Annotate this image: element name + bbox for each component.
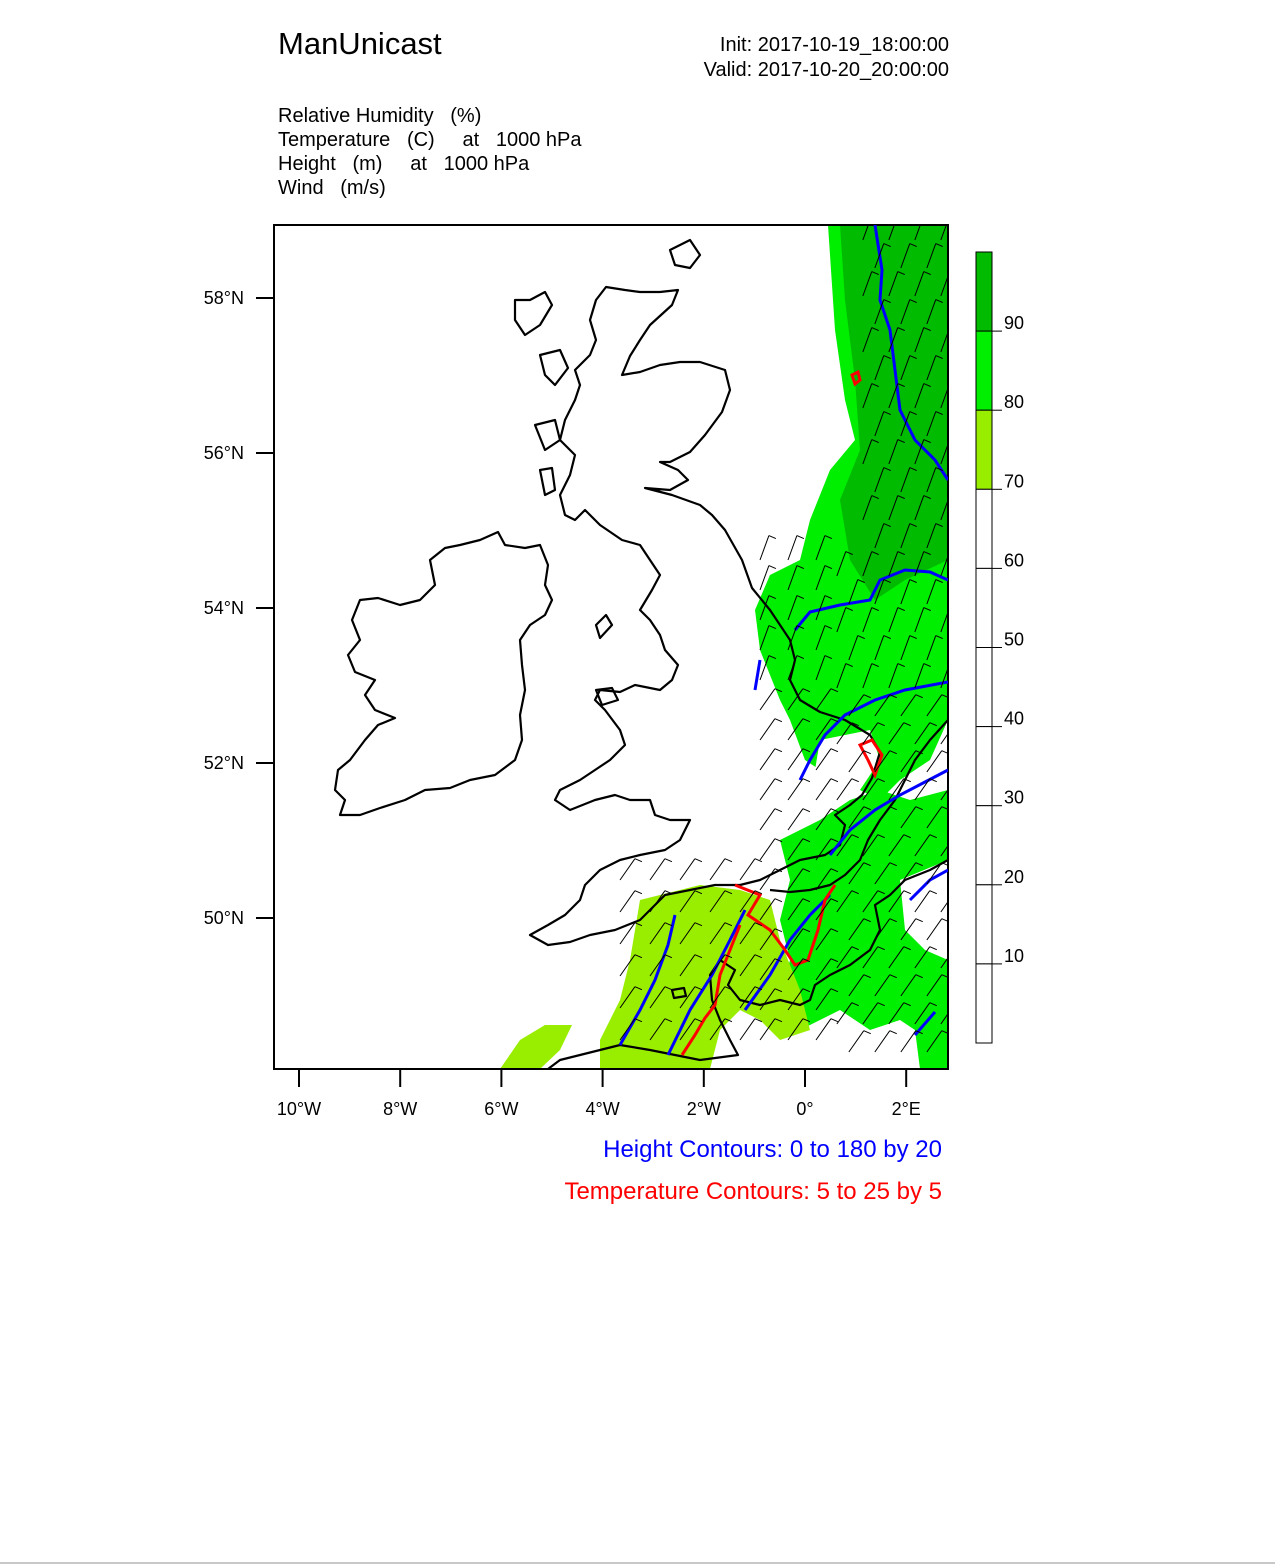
wind-barb-feather [775,809,782,812]
wind-barb [953,975,968,996]
wind-barb-feather [665,859,672,862]
wind-barb-feather [950,216,957,219]
latitude-label: 54°N [203,598,244,618]
coastline-skye [540,350,568,385]
wind-barb [760,779,775,800]
wind-barb-feather [956,835,963,838]
wind-barb-feather [962,636,969,639]
wind-barb [760,839,775,860]
colorbar-label: 90 [1004,313,1025,334]
wind-barb [953,580,962,604]
longitude-label: 2°E [891,1099,921,1119]
longitude-label: 4°W [585,1099,620,1119]
wind-barb-feather [968,807,975,810]
wind-barb [760,689,775,710]
field-height: Height (m) at 1000 hPa [278,153,530,175]
colorbar-box [976,727,992,806]
wind-barb [953,695,968,716]
wind-barb [788,749,803,770]
colorbar-label: 60 [1004,550,1025,571]
wind-barb-feather [950,608,957,611]
wind-barb [710,859,725,880]
temperature-contours-caption: Temperature Contours: 5 to 25 by 5 [564,1178,942,1205]
colorbar-box [976,885,992,964]
latitude-label: 52°N [203,753,244,773]
wind-barb-feather [831,1019,838,1022]
wind-barb-feather [962,356,969,359]
wind-barb [901,1031,916,1052]
field-relative-humidity: Relative Humidity (%) [278,105,482,127]
wind-barb [953,919,968,940]
wind-barb [680,859,695,880]
coastline-islay [540,468,555,495]
wind-barb-feather [950,552,957,555]
wind-barb-feather [968,751,975,754]
wind-barb [816,779,831,800]
wind-barb [620,891,635,912]
colorbar-label: 20 [1004,866,1025,887]
latitude-label: 56°N [203,443,244,463]
wind-barb [740,1019,755,1040]
wind-barb-feather [956,891,963,894]
longitude-label: 10°W [276,1099,322,1119]
colorbar-label: 10 [1004,945,1025,966]
wind-barb [816,1019,831,1040]
wind-barb-feather [635,891,642,894]
wind-barb-feather [950,496,957,499]
wind-barb-feather [968,975,975,978]
colorbar-box [976,806,992,885]
wind-barb-feather [769,536,776,539]
wind-barb [953,807,968,828]
wind-barb [849,1031,864,1052]
wind-barb [953,412,962,436]
wind-barb [953,636,962,660]
wind-barb-feather [950,328,957,331]
colorbar-box [976,648,992,727]
coastline-hebrides [515,292,552,335]
coastline-ireland [335,532,552,815]
wind-barb-feather [898,216,905,219]
wind-barb [760,719,775,740]
wind-barb [953,863,968,884]
wind-barb-feather [956,1003,963,1006]
wind-barb-feather [962,468,969,471]
colorbar-label: 30 [1004,787,1025,808]
colorbar-label: 80 [1004,392,1025,413]
height-contour-line [755,660,760,690]
wind-barb-feather [950,272,957,275]
field-wind: Wind (m/s) [278,177,386,199]
wind-barb-feather [950,384,957,387]
wind-barb [875,1031,890,1052]
coastline-mull [535,420,560,450]
wind-barb [953,468,962,492]
wind-barb-feather [635,859,642,862]
wind-barb-feather [803,779,810,782]
colorbar-label: 40 [1004,708,1025,729]
wind-barb [650,859,665,880]
wind-barb-feather [890,1031,897,1034]
colorbar-box [976,331,992,410]
latitude-label: 58°N [203,288,244,308]
wind-barb [788,779,803,800]
field-temperature: Temperature (C) at 1000 hPa [278,129,582,151]
wind-barb-feather [962,580,969,583]
wind-barb-feather [968,1031,975,1034]
valid-time: Valid: 2017-10-20_20:00:00 [703,59,949,81]
wind-barb-feather [962,300,969,303]
colorbar-label: 50 [1004,629,1025,650]
wind-barb [620,859,635,880]
coastline-isle-of-man [596,615,612,638]
latitude-label: 50°N [203,908,244,928]
colorbar-box [976,410,992,489]
longitude-label: 6°W [484,1099,519,1119]
wind-barb [740,859,755,880]
wind-barb [953,244,962,268]
wind-barb-feather [956,947,963,950]
init-time: Init: 2017-10-19_18:00:00 [719,34,949,56]
wind-barb-feather [968,919,975,922]
longitude-label: 0° [796,1099,814,1119]
wind-barb-feather [775,719,782,722]
wind-barb-feather [950,440,957,443]
coastline-orkney [670,240,700,268]
colorbar-label: 70 [1004,471,1025,492]
colorbar [976,252,1024,1043]
wind-barb [953,1031,968,1052]
wind-barb-feather [956,723,963,726]
colorbar-box [976,489,992,568]
wind-barb [760,749,775,770]
wind-barb-feather [968,695,975,698]
wind-barb-feather [775,899,782,902]
humidity-area-channel [600,885,810,1069]
height-contours-caption: Height Contours: 0 to 180 by 20 [603,1136,942,1163]
wind-barb-feather [695,859,702,862]
longitude-label: 8°W [383,1099,418,1119]
wind-barb-feather [864,1031,871,1034]
wind-barb-feather [962,524,969,527]
wind-barb [953,524,962,548]
wind-barb-feather [968,863,975,866]
wind-barb [953,356,962,380]
wind-barb-feather [962,244,969,247]
wind-barb [788,809,803,830]
colorbar-box [976,252,992,331]
wind-barb-feather [924,216,931,219]
wind-barb [760,536,769,560]
colorbar-box [976,964,992,1043]
wind-barb-feather [775,749,782,752]
wind-barb [760,809,775,830]
wind-barb-feather [872,216,879,219]
longitude-axis [277,1069,921,1119]
wind-barb-feather [797,536,804,539]
wind-barb-feather [803,809,810,812]
wind-barb-feather [775,779,782,782]
wind-barb-feather [725,859,732,862]
wind-barb [788,536,797,560]
page-divider [0,1562,1275,1564]
wind-barb-feather [950,664,957,667]
wind-barb-feather [956,779,963,782]
humidity-area-west-brittany [500,1025,572,1069]
product-title: ManUnicast [278,26,442,61]
wind-barb-feather [962,412,969,415]
longitude-label: 2°W [686,1099,721,1119]
latitude-axis [204,288,274,928]
wind-barb-feather [769,566,776,569]
wind-barb [953,751,968,772]
wind-barb [953,300,962,324]
colorbar-box [976,568,992,647]
